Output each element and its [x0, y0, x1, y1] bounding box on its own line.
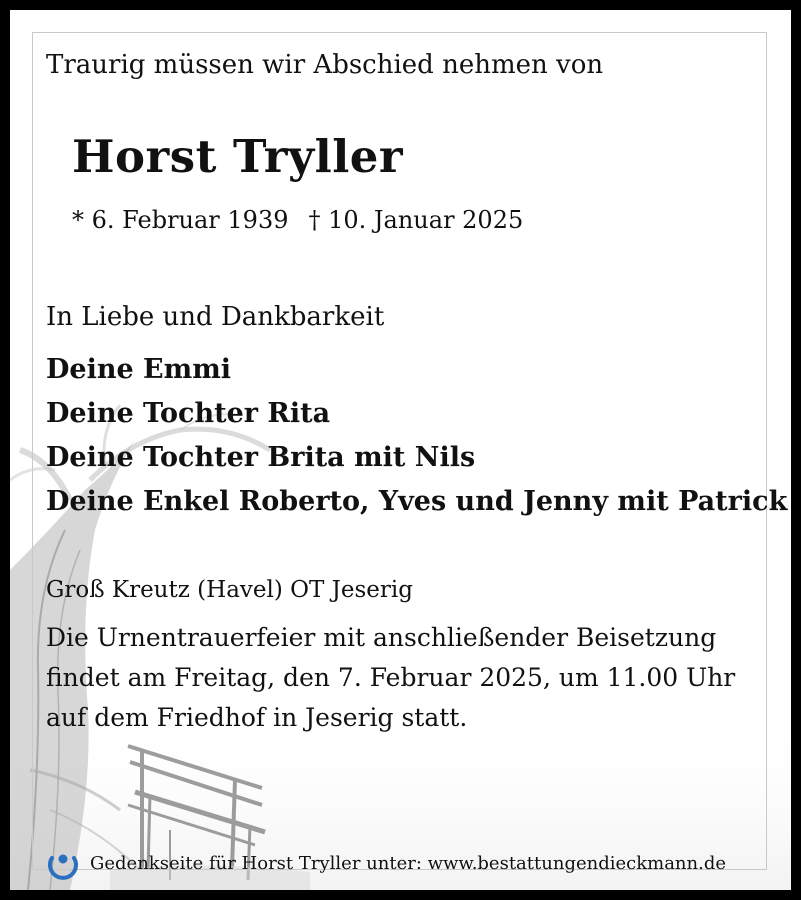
service-line: findet am Freitag, den 7. Februar 2025, um 11.00 Uhr: [46, 663, 736, 692]
mourner-line: Deine Tochter Brita mit Nils: [46, 442, 476, 473]
birth-date: * 6. Februar 1939: [72, 206, 289, 234]
dedication-text: In Liebe und Dankbarkeit: [46, 302, 385, 332]
death-date: † 10. Januar 2025: [308, 206, 524, 234]
service-line: Die Urnentrauerfeier mit anschließender Beisetzung: [46, 623, 717, 652]
deceased-name: Horst Tryller: [72, 130, 404, 183]
intro-text: Traurig müssen wir Abschied nehmen von: [46, 50, 604, 80]
mourner-line: Deine Tochter Rita: [46, 398, 331, 429]
memorial-logo-icon: [46, 846, 80, 880]
life-dates: [72, 206, 523, 234]
memorial-link-text: Gedenkseite für Horst Tryller unter: www.bestattungendieckmann.de: [90, 852, 727, 874]
mourner-line: Deine Enkel Roberto, Yves und Jenny mit Patrick: [46, 486, 788, 517]
place-text: Groß Kreutz (Havel) OT Jeserig: [46, 577, 413, 603]
service-line: auf dem Friedhof in Jeserig statt.: [46, 703, 468, 732]
memorial-footer: [46, 846, 726, 880]
mourner-line: Deine Emmi: [46, 354, 232, 385]
obituary-card: [10, 10, 791, 890]
